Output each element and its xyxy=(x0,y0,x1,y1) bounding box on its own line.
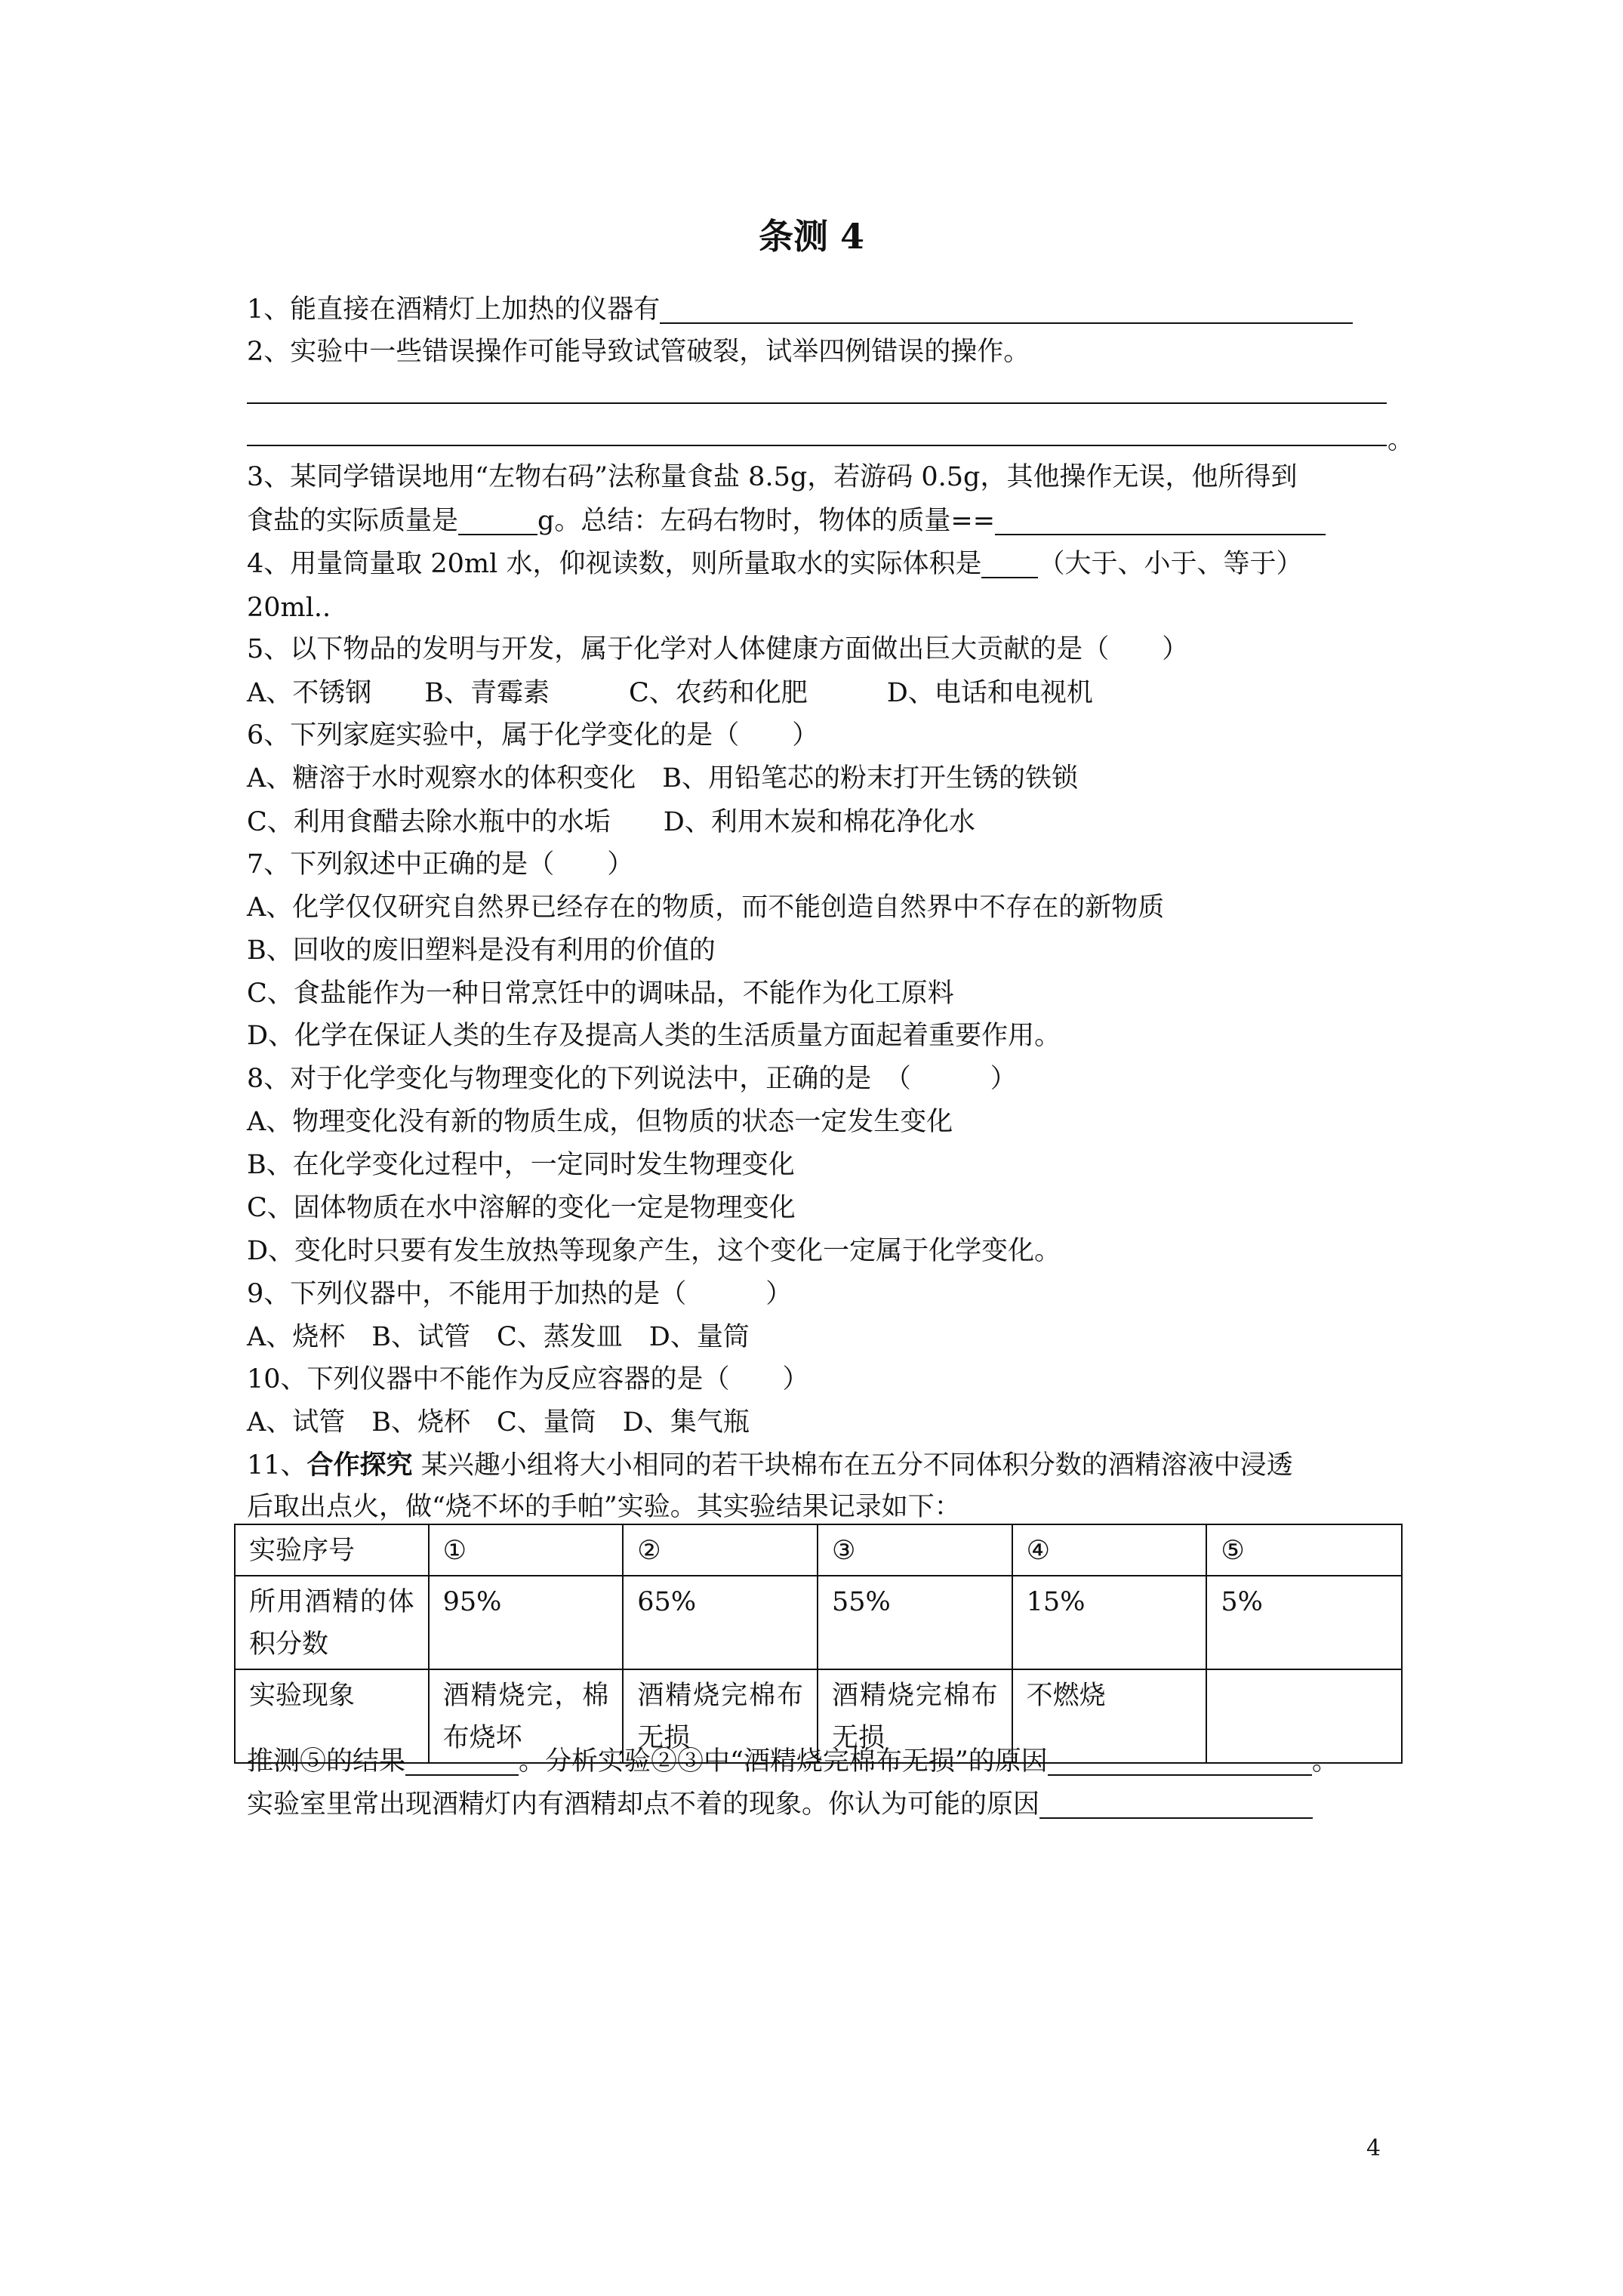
question-3-line-2 xyxy=(247,499,1462,543)
question-7-option-d: D、化学在保证人类的生存及提高人类的生活质量方面起着重要作用。 xyxy=(247,1021,1061,1051)
answer-line[interactable] xyxy=(247,445,1387,446)
table-cell: 65% xyxy=(623,1576,818,1669)
question-4-text: （大于、小于、等于） xyxy=(1038,549,1303,579)
answer-blank[interactable] xyxy=(995,499,1326,535)
table-cell: 实验序号 xyxy=(235,1524,429,1576)
question-5-options: A、不锈钢 B、青霉素 C、农药和化肥 D、电话和电视机 xyxy=(247,678,1093,708)
question-11-text: 某兴趣小组将大小相同的若干块棉布在五分不同体积分数的酒精溶液中浸透 xyxy=(412,1450,1293,1481)
answer-blank[interactable] xyxy=(660,288,1353,324)
question-10: 10、下列仪器中不能作为反应容器的是（ ） xyxy=(247,1364,809,1395)
answer-blank[interactable] xyxy=(1048,1740,1312,1776)
question-4-line-2: 20ml.. xyxy=(247,593,331,623)
results-table xyxy=(234,1524,1403,1764)
table-cell: 酒精烧完棉布无损 xyxy=(623,1669,818,1763)
table-cell: ① xyxy=(429,1524,624,1576)
table-cell: 55% xyxy=(818,1576,1012,1669)
follow-up-text: 。分析实验②③中“酒精烧完棉布无损”的原因 xyxy=(519,1746,1048,1777)
question-7: 7、下列叙述中正确的是（ ） xyxy=(247,849,634,880)
question-8-option-c: C、固体物质在水中溶解的变化一定是物理变化 xyxy=(247,1193,796,1223)
question-11-line-2: 后取出点火，做“烧不坏的手帕”实验。其实验结果记录如下： xyxy=(247,1492,961,1522)
table-cell: 15% xyxy=(1012,1576,1207,1669)
answer-line[interactable] xyxy=(247,402,1387,404)
question-5: 5、以下物品的发明与开发，属于化学对人体健康方面做出巨大贡献的是（ ） xyxy=(247,634,1189,664)
question-11-heading: 合作探究 xyxy=(306,1450,413,1481)
question-8-option-d: D、变化时只要有发生放热等现象产生，这个变化一定属于化学变化。 xyxy=(247,1236,1061,1266)
table-cell: ⑤ xyxy=(1206,1524,1402,1576)
table-cell: 5% xyxy=(1206,1576,1402,1669)
answer-blank[interactable] xyxy=(458,499,537,535)
page-title: 条测 4 xyxy=(758,216,865,257)
question-8-option-b: B、在化学变化过程中，一定同时发生物理变化 xyxy=(247,1150,795,1180)
follow-up-question-2 xyxy=(247,1783,1462,1826)
question-11-number: 11、 xyxy=(247,1450,307,1481)
question-7-option-c: C、食盐能作为一种日常烹饪中的调味品，不能作为化工原料 xyxy=(247,978,954,1009)
question-6: 6、下列家庭实验中，属于化学变化的是（ ） xyxy=(247,720,819,750)
question-4-text: 4、用量筒量取 20ml 水，仰视读数，则所量取水的实际体积是 xyxy=(247,549,982,579)
question-11 xyxy=(247,1444,1462,1487)
question-3-text: 食盐的实际质量是 xyxy=(247,506,459,536)
question-9: 9、下列仪器中，不能用于加热的是（ ） xyxy=(247,1279,793,1309)
question-2-end-mark: 。 xyxy=(1387,425,1415,455)
table-row xyxy=(235,1524,1402,1576)
table-cell: ④ xyxy=(1012,1524,1207,1576)
follow-up-end-mark: 。 xyxy=(1311,1746,1338,1777)
follow-up-text: 推测⑤的结果 xyxy=(247,1746,406,1777)
question-9-options: A、烧杯 B、试管 C、蒸发皿 D、量筒 xyxy=(247,1322,750,1352)
question-3: 3、某同学错误地用“左物右码”法称量食盐 8.5g，若游码 0.5g，其他操作无误，他所得到 xyxy=(247,462,1298,492)
table-cell: 95% xyxy=(429,1576,624,1669)
table-cell: 酒精烧完，棉布烧坏 xyxy=(429,1669,624,1763)
table-cell: 实验现象 xyxy=(235,1669,429,1763)
page-number: 4 xyxy=(1366,2135,1381,2162)
answer-blank[interactable] xyxy=(405,1740,519,1776)
answer-blank[interactable] xyxy=(981,542,1038,578)
question-3-text: g。总结：左码右物时，物体的质量== xyxy=(537,506,996,536)
table-cell: ② xyxy=(623,1524,818,1576)
question-1 xyxy=(247,288,1462,331)
question-4 xyxy=(247,542,1462,586)
question-6-options: A、糖溶于水时观察水的体积变化 B、用铅笔芯的粉末打开生锈的铁锁 xyxy=(247,763,1078,794)
question-6-options: C、利用食醋去除水瓶中的水垢 D、利用木炭和棉花净化水 xyxy=(247,807,975,837)
question-8-option-a: A、物理变化没有新的物质生成，但物质的状态一定发生变化 xyxy=(247,1107,953,1137)
answer-blank[interactable] xyxy=(1039,1783,1313,1819)
table-cell: 不燃烧 xyxy=(1012,1669,1207,1763)
table-row xyxy=(235,1576,1402,1669)
question-7-option-a: A、化学仅仅研究自然界已经存在的物质，而不能创造自然界中不存在的新物质 xyxy=(247,892,1165,923)
question-2: 2、实验中一些错误操作可能导致试管破裂，试举四例错误的操作。 xyxy=(247,337,1030,367)
table-cell: ③ xyxy=(818,1524,1012,1576)
question-1-text: 1、能直接在酒精灯上加热的仪器有 xyxy=(247,294,661,325)
question-7-option-b: B、回收的废旧塑料是没有利用的价值的 xyxy=(247,935,716,966)
question-8: 8、对于化学变化与物理变化的下列说法中，正确的是 （ ） xyxy=(247,1064,1017,1094)
follow-up-text: 实验室里常出现酒精灯内有酒精却点不着的现象。你认为可能的原因 xyxy=(247,1789,1040,1820)
question-10-options: A、试管 B、烧杯 C、量筒 D、集气瓶 xyxy=(247,1407,750,1438)
table-cell: 酒精烧完棉布无损 xyxy=(818,1669,1012,1763)
follow-up-question xyxy=(247,1740,1462,1783)
table-cell: 所用酒精的体积分数 xyxy=(235,1576,429,1669)
